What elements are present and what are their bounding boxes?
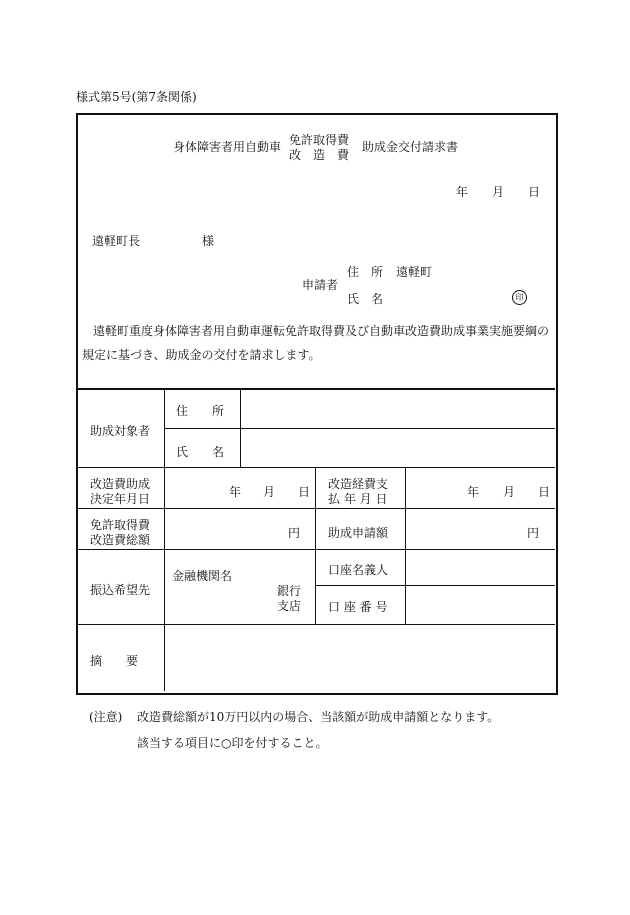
- transfer-label: 振込希望先: [90, 583, 151, 597]
- grid-row-account-mid: [315, 585, 555, 586]
- applicant-name-label: 氏 名: [347, 292, 384, 306]
- subject-address-label: 住 所: [176, 404, 225, 418]
- addressee-honorific: 様: [202, 234, 215, 248]
- grid-row-2: [77, 508, 555, 509]
- decision-month: 月: [263, 485, 276, 499]
- request-amount-yen: 円: [527, 526, 540, 540]
- grid-col-account-value: [405, 549, 406, 624]
- decision-year: 年: [229, 485, 242, 499]
- notes-label: (注意): [89, 710, 123, 724]
- total-cost-label-2: 改造費総額: [90, 533, 151, 547]
- seal-icon: 印: [512, 290, 527, 305]
- total-cost-label-1: 免許取得費: [90, 518, 151, 532]
- remarks-label: 摘 要: [90, 654, 139, 668]
- grid-row-3: [77, 549, 555, 550]
- applicant-address-label: 住 所: [347, 265, 384, 279]
- addressee-name: 遠軽町長: [92, 234, 141, 248]
- total-cost-yen: 円: [288, 526, 301, 540]
- decision-date-label-1: 改造費助成: [90, 477, 151, 491]
- payment-day: 日: [538, 485, 551, 499]
- request-amount-label: 助成申請額: [328, 526, 389, 540]
- payment-month: 月: [503, 485, 516, 499]
- decision-day: 日: [298, 485, 311, 499]
- title-suffix: 助成金交付請求書: [362, 140, 459, 154]
- date-year: 年: [456, 185, 469, 199]
- decision-date-label-2: 決定年月日: [90, 492, 151, 506]
- grid-row-subject-mid: [164, 428, 555, 429]
- applicant-address-value: 遠軽町: [396, 265, 433, 279]
- notes-line-2: 該当する項目に○印を付すること。: [137, 736, 328, 750]
- subject-name-label: 氏 名: [176, 445, 225, 459]
- account-holder-label: 口座名義人: [328, 563, 389, 577]
- body-text-line-2: 規定に基づき、助成金の交付を請求します。: [82, 348, 321, 362]
- notes-line-1: 改造費総額が10万円以内の場合、当該額が助成申請額となります。: [137, 710, 500, 724]
- account-number-label: 口 座 番 号: [328, 600, 388, 614]
- grid-col-account-label: [315, 549, 316, 624]
- body-text-line-1: 遠軽町重度身体障害者用自動車運転免許取得費及び自動車改造費助成事業実施要綱の: [93, 324, 550, 338]
- form-frame: [76, 113, 558, 695]
- subject-label: 助成対象者: [90, 424, 151, 438]
- payment-date-label-1: 改造経費支: [328, 477, 389, 491]
- grid-row-1: [77, 467, 555, 468]
- date-month: 月: [492, 185, 505, 199]
- form-number-label: 様式第5号(第7条関係): [76, 90, 197, 104]
- title-prefix: 身体障害者用自動車: [173, 140, 282, 154]
- payment-year: 年: [467, 485, 480, 499]
- grid-row-4: [77, 624, 555, 625]
- grid-col-label: [164, 389, 165, 691]
- date-day: 日: [528, 185, 541, 199]
- bank-label: 銀行: [277, 584, 302, 598]
- table-top-border: [77, 388, 555, 390]
- bank-name-label: 金融機関名: [172, 569, 233, 583]
- applicant-label: 申請者: [302, 278, 339, 292]
- title-option-license: 免許取得費: [289, 133, 350, 147]
- branch-label: 支店: [277, 599, 302, 613]
- payment-date-label-2: 払 年 月 日: [328, 492, 388, 506]
- title-option-modification: 改 造 費: [289, 148, 350, 162]
